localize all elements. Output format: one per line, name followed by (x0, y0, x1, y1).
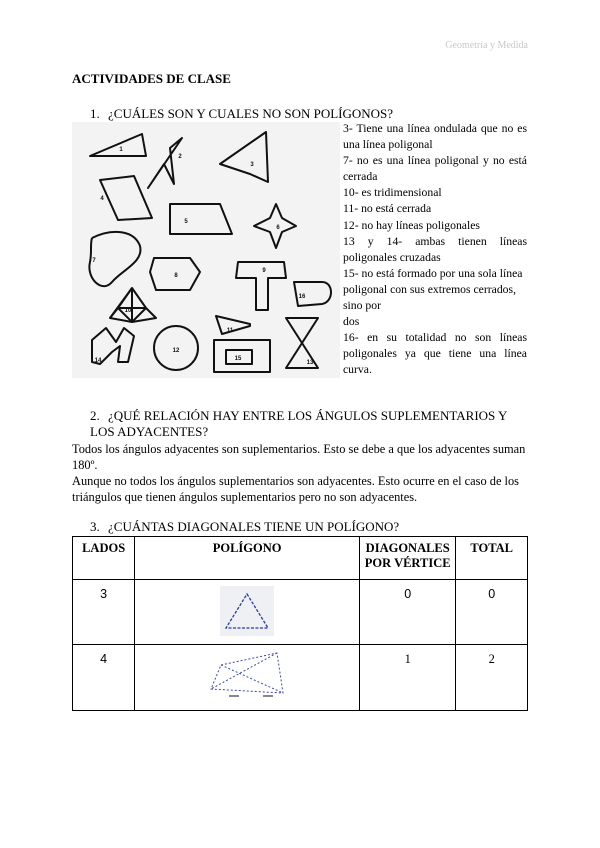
table-row (73, 580, 528, 645)
question-2 (90, 408, 520, 440)
question-1-number: 1. (90, 106, 100, 121)
fig-label-13: 13 (306, 360, 314, 366)
answer-3: 3- Tiene una línea ondulada que no es una línea poligonal (343, 122, 527, 152)
question-2-text: ¿QUÉ RELACIÓN HAY ENTRE LOS ÁNGULOS SUPLEMENTARIOS Y LOS ADYACENTES? (90, 408, 507, 439)
fig-label-2: 2 (178, 154, 182, 160)
table-header-row (73, 537, 528, 580)
question-1 (90, 106, 393, 122)
cell-diag-per-vertex: 0 (359, 580, 455, 645)
cell-total: 2 (456, 645, 528, 711)
q2-paragraph-1: Todos los ángulos adyacentes son suplementarios. Esto se debe a que los adyacentes suman 180º. (72, 442, 526, 472)
fig-label-1: 1 (119, 147, 123, 153)
fig-label-5: 5 (184, 219, 188, 225)
cell-polygon (135, 580, 360, 645)
cell-sides: 3 (73, 580, 135, 645)
question-3 (90, 519, 399, 535)
q2-paragraph-2: Aunque no todos los ángulos suplementarios son adyacentes. Esto ocurre en el caso de los triángulos que tienen ángulos suplementarios pero no son adyacentes. (72, 474, 519, 504)
cell-total: 0 (456, 580, 528, 645)
fig-label-3: 3 (250, 162, 254, 168)
fig-label-9: 9 (262, 268, 266, 274)
question-1-text: ¿CUÁLES SON Y CUALES NO SON POLÍGONOS? (108, 106, 394, 121)
answer-15: 15- no está formado por una sola línea poligonal con sus extremos cerrados, sino por (343, 266, 523, 313)
cell-diag-per-vertex: 1 (359, 645, 455, 711)
quadrilateral-drawing (207, 649, 287, 701)
fig-label-16: 16 (298, 294, 306, 300)
fig-label-8: 8 (174, 273, 178, 279)
header-total: TOTAL (456, 537, 528, 580)
fig-label-6: 6 (276, 225, 280, 231)
fig-label-10: 10 (124, 308, 132, 314)
answer-11: 11- no está cerrada (343, 202, 432, 216)
fig-label-4: 4 (100, 196, 104, 202)
running-header: Geometría y Medida (445, 40, 528, 51)
cell-sides: 4 (73, 645, 135, 711)
table-row (73, 645, 528, 711)
question-3-number: 3. (90, 519, 100, 534)
answer-15-cont: dos (343, 315, 360, 329)
answer-10: 10- es tridimensional (343, 186, 442, 200)
triangle-drawing (220, 586, 274, 636)
answer-7: 7- no es una línea poligonal y no está cerrada (343, 154, 527, 184)
q1-answers (343, 121, 527, 379)
question-3-text: ¿CUÁNTAS DIAGONALES TIENE UN POLÍGONO? (108, 519, 400, 534)
fig-label-11: 11 (226, 328, 234, 334)
header-diagonales: DIAGONALES POR VÉRTICE (359, 537, 455, 580)
answer-13-14: 13 y 14- ambas tienen líneas poligonales cruzadas (343, 234, 527, 264)
cell-polygon (135, 645, 360, 711)
header-poligono: POLÍGONO (135, 537, 360, 580)
header-lados: LADOS (73, 537, 135, 580)
diagonals-table (72, 536, 528, 711)
answer-12: 12- no hay líneas poligonales (343, 218, 480, 232)
fig-label-12: 12 (172, 348, 180, 354)
fig-label-7: 7 (92, 258, 96, 264)
fig-label-15: 15 (234, 356, 242, 362)
question-2-number: 2. (90, 408, 100, 423)
page-title: ACTIVIDADES DE CLASE (72, 71, 231, 86)
fig-label-14: 14 (94, 358, 102, 364)
polygons-figure (72, 122, 340, 378)
answer-16: 16- en su totalidad no son líneas poligonales ya que tiene una línea curva. (343, 331, 527, 377)
